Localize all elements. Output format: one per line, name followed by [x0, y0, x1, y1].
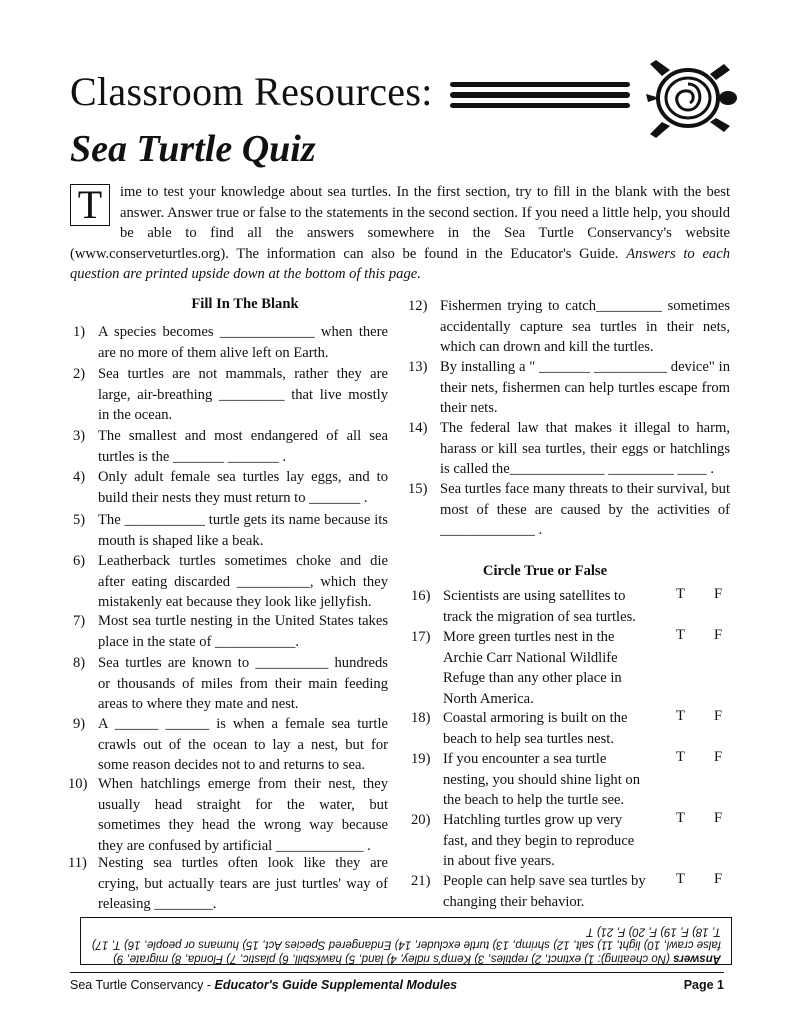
page-subtitle: Sea Turtle Quiz — [70, 128, 316, 170]
tf-question-item: 17) More green turtles nest in the Archie Carr National Wildlife Refuge than any other place in North America. — [411, 629, 622, 707]
answers-label: Answers — [673, 952, 721, 965]
decorative-rules — [450, 80, 630, 110]
answers-text: 1) extinct, 2) reptiles, 3) Kemp's ridley, 4) land, 5) hawksbill, 6) plastic, 7) Florida, 8) migrate, 9) false crawl, 10) light, 11) salt, 12) shrimp, 13) turtle excluder, 14) Endangered Species Act, 15) humans or people, 16) T, 17) T, 18) F, 19) F, 20) F, 21) T — [91, 925, 721, 965]
question-item: 10) When hatchlings emerge from their nest, they usually head straight for the water, but sometimes they head the wrong way because they are confused by artificial ____________ . — [68, 776, 388, 854]
false-option[interactable]: F — [714, 627, 723, 643]
question-item: 13) By installing a " _______ __________ device" in their nets, fishermen can help turtles escape from their nets. — [408, 359, 730, 416]
tf-question-item: 18) Coastal armoring is built on the beach to help sea turtles nest. — [411, 710, 628, 747]
false-option[interactable]: F — [714, 708, 723, 724]
intro-paragraph — [70, 182, 730, 285]
question-item: 9) A ______ ______ is when a female sea turtle crawls out of the ocean to lay a nest, but for some reason decides not to and returns to sea. — [73, 716, 388, 773]
question-item: 2) Sea turtles are not mammals, rather they are large, air-breathing _________ that live mostly in the ocean. — [73, 366, 388, 423]
answers-note: (No cheating): — [597, 952, 670, 965]
page-title: Classroom Resources: — [70, 69, 433, 114]
false-option[interactable]: F — [714, 586, 723, 602]
footer-org: Sea Turtle Conservancy - — [70, 978, 215, 992]
footer-guide: Educator's Guide Supplemental Modules — [214, 978, 458, 992]
question-item: 12) Fishermen trying to catch_________ sometimes accidentally capture sea turtles in their nets, which can drown and kill the turtles. — [408, 298, 730, 355]
fill-in-section-title: Fill In The Blank — [191, 296, 299, 312]
false-option[interactable]: F — [714, 871, 723, 887]
tf-question-item: 20) Hatchling turtles grow up very fast, and they begin to reproduce in about five years. — [411, 812, 635, 869]
footer — [70, 978, 724, 992]
answers-box — [80, 917, 732, 965]
footer-divider — [70, 972, 724, 973]
true-option[interactable]: T — [676, 810, 685, 826]
question-item: 14) The federal law that makes it illegal to harm, harass or kill sea turtles, their eggs or hatchlings is called the_____________ _________ ____ . — [408, 420, 730, 477]
true-option[interactable]: T — [676, 586, 685, 602]
page-number: Page 1 — [683, 978, 724, 992]
true-option[interactable]: T — [676, 708, 685, 724]
question-item: 11) Nesting sea turtles often look like they are crying, but actually tears are just turtles' way of releasing ________. — [68, 855, 388, 912]
question-item: 4) Only adult female sea turtles lay eggs, and to build their nests they must return to _______ . — [73, 469, 388, 506]
question-item: 6) Leatherback turtles sometimes choke and die after eating discarded __________, which they mistakenly eat because they look like jellyfish. — [73, 553, 388, 610]
false-option[interactable]: F — [714, 749, 723, 765]
true-option[interactable]: T — [676, 749, 685, 765]
question-item: 5) The ___________ turtle gets its name because its mouth is shaped like a beak. — [73, 512, 388, 549]
question-item: 3) The smallest and most endangered of all sea turtles is the _______ _______ . — [73, 428, 388, 465]
question-item: 1) A species becomes _____________ when there are no more of them alive left on Earth. — [73, 324, 388, 361]
question-item: 7) Most sea turtle nesting in the United States takes place in the state of ___________. — [73, 613, 388, 650]
turtle-icon — [640, 60, 740, 140]
true-false-section-title: Circle True or False — [482, 563, 608, 579]
intro-answers-note: Answers to each question are printed upside down at the bottom of this page. — [70, 245, 730, 282]
question-item: 8) Sea turtles are known to __________ hundreds or thousands of miles from their main feeding areas to where they mate and nest. — [73, 655, 388, 712]
false-option[interactable]: F — [714, 810, 723, 826]
intro-text: ime to test your knowledge about sea turtles. In the first section, try to fill in the blank with the best answer. Answer true or false to the statements in the second section. If you need a little help, you should be able to find all the answers somewhere in the Sea Turtle Conservancy's website (www.conserveturtles.org). The information can also be found in the Educator's Guide. — [70, 184, 730, 262]
tf-question-item: 21) People can help save sea turtles by changing their behavior. — [411, 873, 646, 910]
tf-question-item: 16) Scientists are using satellites to track the migration of sea turtles. — [411, 588, 636, 625]
true-option[interactable]: T — [676, 871, 685, 887]
question-item: 15) Sea turtles face many threats to their survival, but most of these are caused by the activities of _____________ . — [408, 481, 730, 538]
tf-question-item: 19) If you encounter a sea turtle nesting, you should shine light on the beach to help the turtle see. — [411, 751, 641, 808]
true-option[interactable]: T — [676, 627, 685, 643]
drop-cap: T — [70, 184, 110, 226]
